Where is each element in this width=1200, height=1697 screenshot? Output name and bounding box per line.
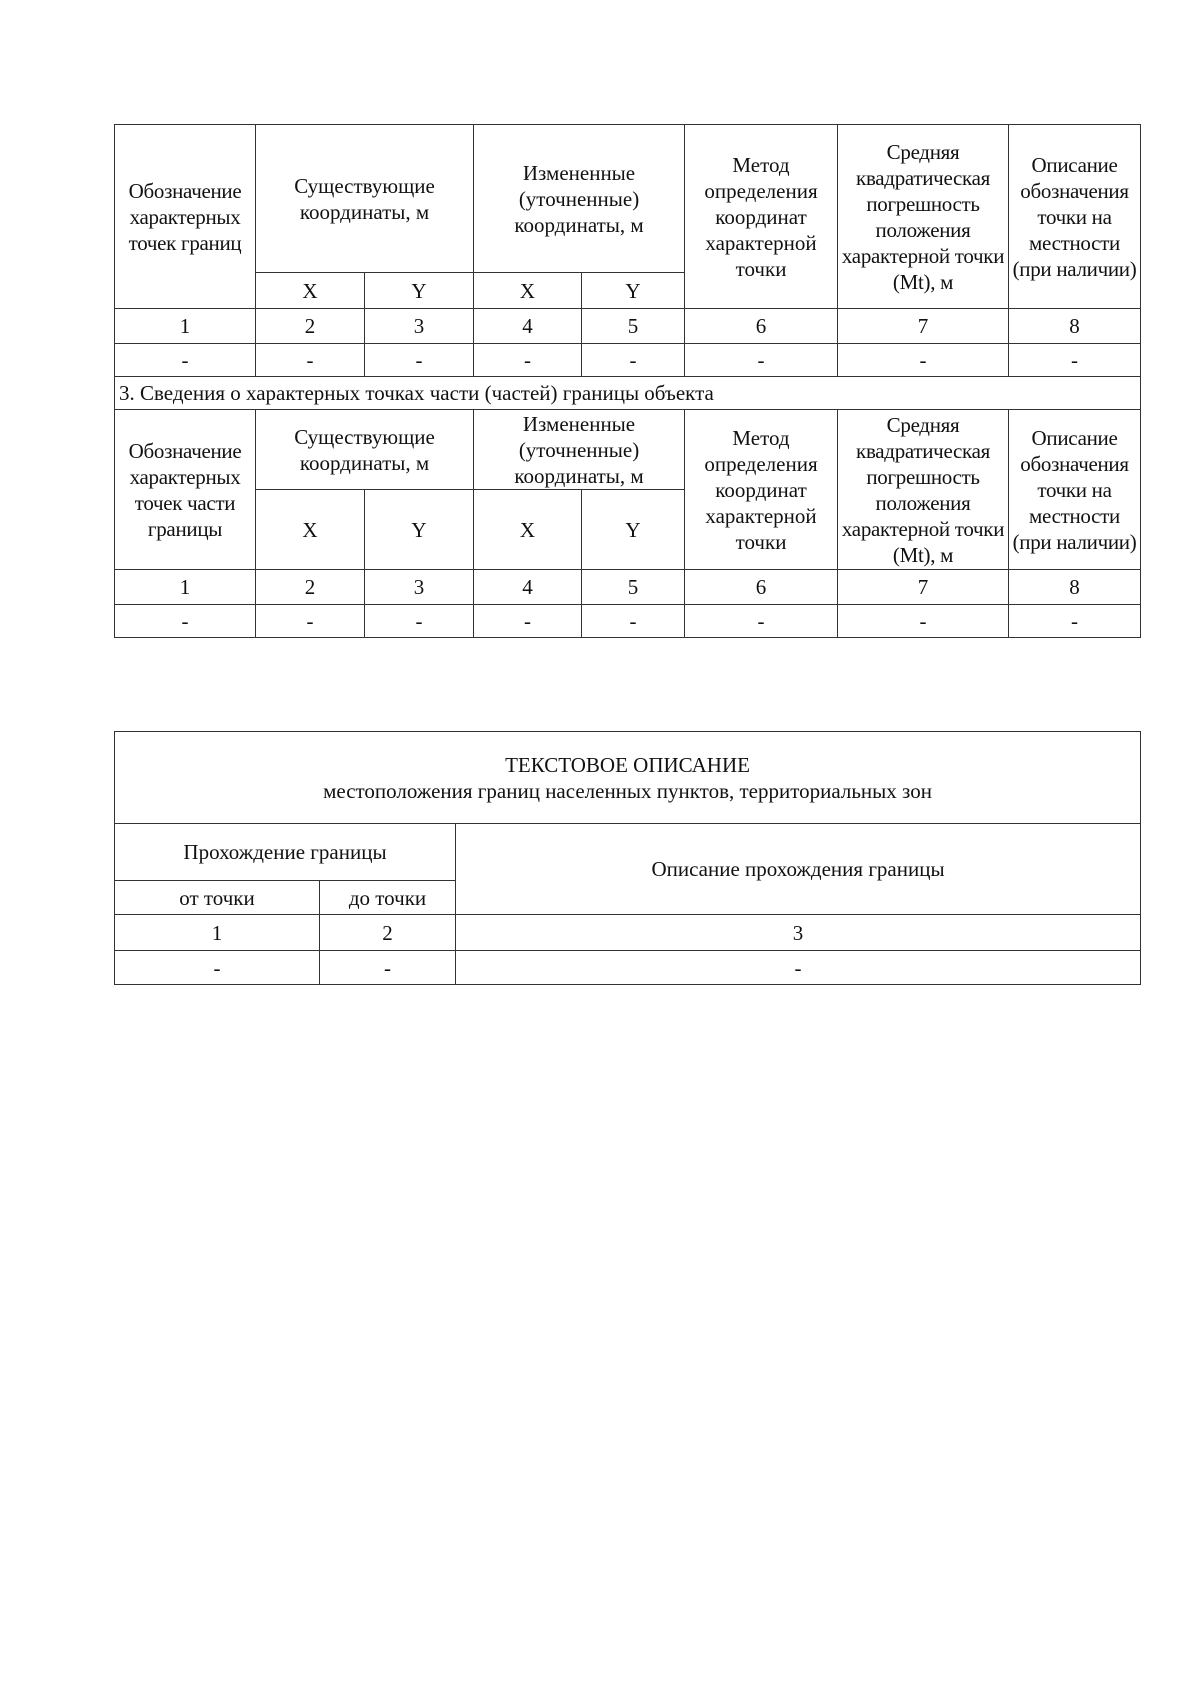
table-cell: -	[115, 344, 256, 377]
header-boundary-passage: Прохождение границы	[115, 824, 456, 881]
column-number: 3	[456, 915, 1141, 951]
table-cell: -	[456, 951, 1141, 985]
table-row	[115, 951, 1141, 985]
header-changed-coordinates: Измененные (уточненные) координаты, м	[474, 410, 685, 490]
header-point-description: Описание обозначения точки на местности (при наличии)	[1009, 410, 1141, 570]
header-designation: Обозначение характерных точек границ	[115, 125, 256, 309]
table-cell: -	[474, 344, 582, 377]
table-cell: -	[1009, 605, 1141, 638]
column-numbers-row	[115, 915, 1141, 951]
header-designation-part: Обозначение характерных точек части границы	[115, 410, 256, 570]
column-number: 8	[1009, 570, 1141, 605]
column-number: 6	[685, 570, 838, 605]
column-number: 6	[685, 309, 838, 344]
column-number: 7	[838, 570, 1009, 605]
table-cell: -	[838, 605, 1009, 638]
header-point-description: Описание обозначения точки на местности (при наличии)	[1009, 125, 1141, 309]
table-cell: -	[256, 344, 365, 377]
text-description-subtitle: местоположения границ населенных пунктов, территориальных зон	[323, 778, 932, 803]
header-passage-description: Описание прохождения границы	[456, 824, 1141, 915]
column-number: 7	[838, 309, 1009, 344]
table-cell: -	[365, 605, 474, 638]
column-number: 1	[115, 309, 256, 344]
header-existing-y: Y	[365, 273, 474, 309]
column-number: 2	[256, 570, 365, 605]
table-row	[115, 344, 1141, 377]
text-description-table	[114, 731, 1141, 985]
table-cell: -	[685, 344, 838, 377]
column-numbers-row	[115, 570, 1141, 605]
table-cell: -	[838, 344, 1009, 377]
header-mean-error: Средняя квадратическая погрешность положения характерной точки (Mt), м	[838, 125, 1009, 309]
text-description-heading	[115, 732, 1141, 824]
column-number: 5	[582, 570, 685, 605]
table-cell: -	[582, 605, 685, 638]
table-cell: -	[685, 605, 838, 638]
column-number: 1	[115, 915, 320, 951]
column-number: 2	[320, 915, 456, 951]
boundary-points-table	[114, 124, 1141, 638]
header-existing-coordinates: Существующие координаты, м	[256, 125, 474, 273]
table-cell: -	[474, 605, 582, 638]
header-changed-coordinates: Измененные (уточненные) координаты, м	[474, 125, 685, 273]
column-number: 5	[582, 309, 685, 344]
header-existing-x: X	[256, 490, 365, 570]
table-cell: -	[115, 605, 256, 638]
header-changed-y: Y	[582, 273, 685, 309]
table-cell: -	[582, 344, 685, 377]
section-3-title: 3. Сведения о характерных точках части (частей) границы объекта	[115, 377, 1141, 410]
header-existing-x: X	[256, 273, 365, 309]
header-changed-x: X	[474, 273, 582, 309]
header-to-point: до точки	[320, 881, 456, 915]
header-method: Метод определения координат характерной точки	[685, 410, 838, 570]
column-number: 1	[115, 570, 256, 605]
text-description-title: ТЕКСТОВОЕ ОПИСАНИЕ	[505, 752, 750, 777]
header-method: Метод определения координат характерной точки	[685, 125, 838, 309]
column-number: 3	[365, 570, 474, 605]
column-number: 4	[474, 570, 582, 605]
column-number: 2	[256, 309, 365, 344]
header-existing-y: Y	[365, 490, 474, 570]
header-from-point: от точки	[115, 881, 320, 915]
table-cell: -	[256, 605, 365, 638]
column-number: 8	[1009, 309, 1141, 344]
column-number: 3	[365, 309, 474, 344]
table-row	[115, 605, 1141, 638]
table-cell: -	[115, 951, 320, 985]
column-number: 4	[474, 309, 582, 344]
column-numbers-row	[115, 309, 1141, 344]
table-cell: -	[1009, 344, 1141, 377]
header-changed-x: X	[474, 490, 582, 570]
header-changed-y: Y	[582, 490, 685, 570]
header-mean-error: Средняя квадратическая погрешность положения характерной точки (Mt), м	[838, 410, 1009, 570]
table-cell: -	[365, 344, 474, 377]
table-cell: -	[320, 951, 456, 985]
header-existing-coordinates: Существующие координаты, м	[256, 410, 474, 490]
